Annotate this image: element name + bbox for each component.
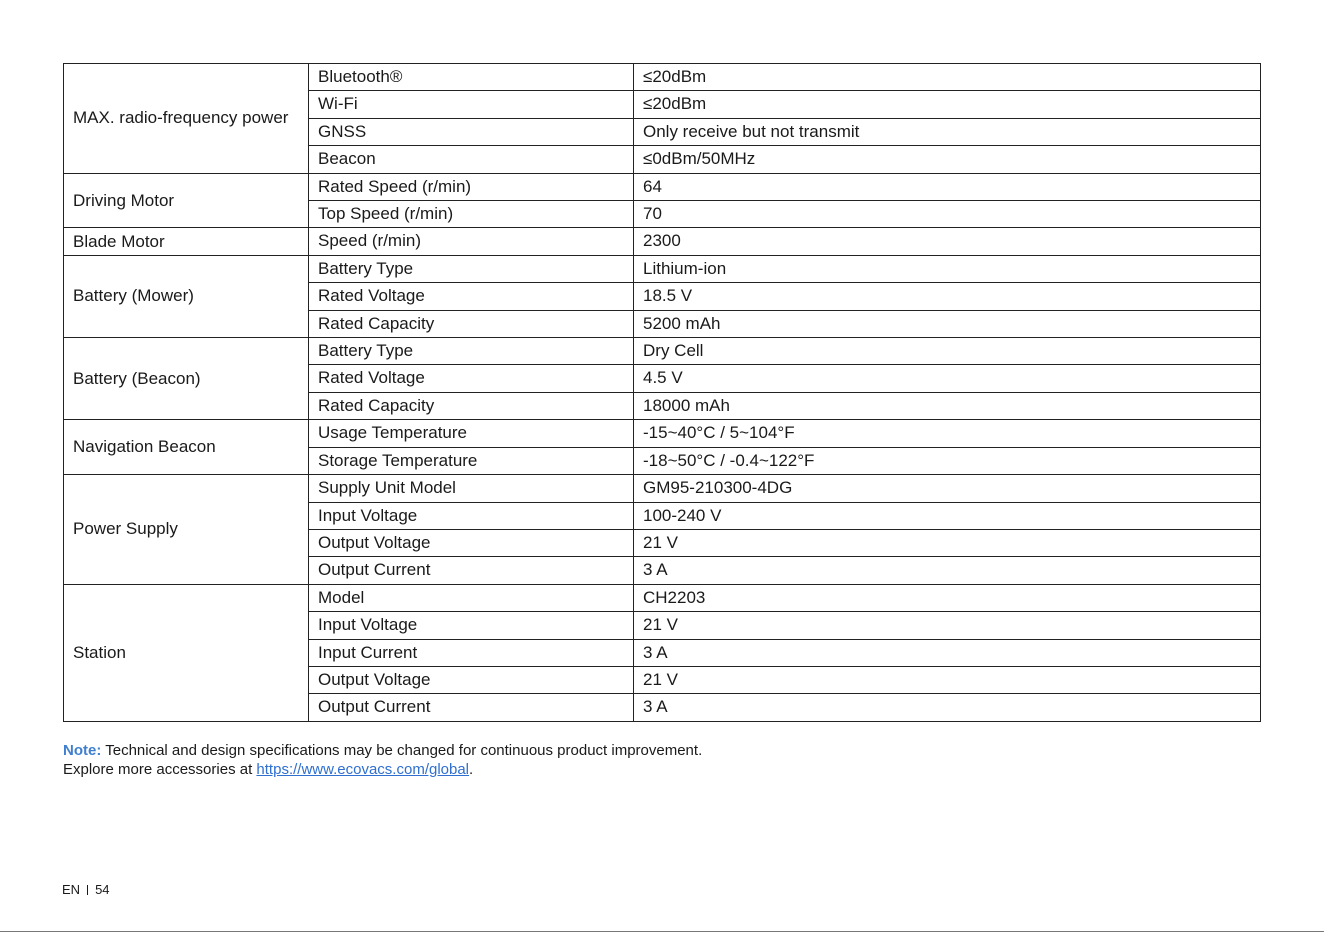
- spec-table-body: [64, 64, 1261, 722]
- spec-param-cell: Model: [309, 584, 634, 611]
- spec-value-cell: 21 V: [634, 612, 1261, 639]
- spec-value-cell: Lithium-ion: [634, 255, 1261, 282]
- spec-param-cell: Beacon: [309, 146, 634, 173]
- spec-value-cell: Only receive but not transmit: [634, 118, 1261, 145]
- table-row: [64, 173, 1261, 200]
- bottom-rule: [0, 931, 1324, 932]
- spec-param-cell: Storage Temperature: [309, 447, 634, 474]
- spec-param-cell: Rated Capacity: [309, 392, 634, 419]
- spec-param-cell: GNSS: [309, 118, 634, 145]
- spec-param-cell: Rated Speed (r/min): [309, 173, 634, 200]
- table-row: [64, 255, 1261, 282]
- spec-value-cell: 3 A: [634, 694, 1261, 721]
- table-row: [64, 338, 1261, 365]
- spec-param-cell: Battery Type: [309, 338, 634, 365]
- table-row: [64, 228, 1261, 255]
- spec-param-cell: Supply Unit Model: [309, 475, 634, 502]
- spec-value-cell: ≤20dBm: [634, 64, 1261, 91]
- explore-suffix: .: [469, 761, 474, 778]
- page-footer: [62, 882, 110, 897]
- spec-group-cell: Battery (Beacon): [64, 338, 309, 420]
- table-row: [64, 420, 1261, 447]
- spec-param-cell: Rated Capacity: [309, 310, 634, 337]
- spec-group-cell: Battery (Mower): [64, 255, 309, 337]
- footer-page-number: 54: [95, 882, 110, 897]
- footer-language: EN: [62, 882, 81, 897]
- explore-prefix: Explore more accessories at: [63, 761, 257, 778]
- note-block: [63, 741, 702, 779]
- spec-param-cell: Input Voltage: [309, 502, 634, 529]
- spec-value-cell: 4.5 V: [634, 365, 1261, 392]
- spec-value-cell: 2300: [634, 228, 1261, 255]
- spec-table: [63, 63, 1261, 722]
- explore-line: [63, 760, 702, 779]
- spec-value-cell: -15~40°C / 5~104°F: [634, 420, 1261, 447]
- spec-param-cell: Input Current: [309, 639, 634, 666]
- ecovacs-global-link[interactable]: https://www.ecovacs.com/global: [256, 761, 470, 778]
- note-label: Note:: [63, 742, 102, 759]
- spec-value-cell: ≤20dBm: [634, 91, 1261, 118]
- spec-group-cell: Station: [64, 584, 309, 721]
- spec-value-cell: 100-240 V: [634, 502, 1261, 529]
- spec-param-cell: Input Voltage: [309, 612, 634, 639]
- spec-param-cell: Bluetooth®: [309, 64, 634, 91]
- spec-param-cell: Usage Temperature: [309, 420, 634, 447]
- spec-param-cell: Output Current: [309, 557, 634, 584]
- spec-group-cell: Driving Motor: [64, 173, 309, 228]
- spec-param-cell: Wi-Fi: [309, 91, 634, 118]
- spec-value-cell: 5200 mAh: [634, 310, 1261, 337]
- spec-value-cell: GM95-210300-4DG: [634, 475, 1261, 502]
- table-row: [64, 475, 1261, 502]
- spec-param-cell: Battery Type: [309, 255, 634, 282]
- spec-group-cell: MAX. radio-frequency power: [64, 64, 309, 174]
- table-row: [64, 584, 1261, 611]
- spec-group-cell: Navigation Beacon: [64, 420, 309, 475]
- spec-param-cell: Output Current: [309, 694, 634, 721]
- spec-value-cell: -18~50°C / -0.4~122°F: [634, 447, 1261, 474]
- spec-param-cell: Speed (r/min): [309, 228, 634, 255]
- spec-param-cell: Rated Voltage: [309, 283, 634, 310]
- spec-value-cell: 70: [634, 201, 1261, 228]
- spec-value-cell: 3 A: [634, 639, 1261, 666]
- spec-value-cell: 64: [634, 173, 1261, 200]
- spec-value-cell: 3 A: [634, 557, 1261, 584]
- note-text: Technical and design specifications may be changed for continuous product improvement.: [101, 742, 703, 759]
- spec-value-cell: Dry Cell: [634, 338, 1261, 365]
- table-row: [64, 64, 1261, 91]
- spec-value-cell: 21 V: [634, 666, 1261, 693]
- spec-value-cell: 21 V: [634, 529, 1261, 556]
- spec-group-cell: Power Supply: [64, 475, 309, 585]
- note-line: [63, 741, 702, 760]
- spec-param-cell: Output Voltage: [309, 529, 634, 556]
- spec-value-cell: ≤0dBm/50MHz: [634, 146, 1261, 173]
- spec-param-cell: Top Speed (r/min): [309, 201, 634, 228]
- spec-value-cell: 18.5 V: [634, 283, 1261, 310]
- spec-value-cell: CH2203: [634, 584, 1261, 611]
- spec-param-cell: Rated Voltage: [309, 365, 634, 392]
- spec-param-cell: Output Voltage: [309, 666, 634, 693]
- footer-separator: [87, 885, 88, 895]
- spec-value-cell: 18000 mAh: [634, 392, 1261, 419]
- spec-group-cell: Blade Motor: [64, 228, 309, 255]
